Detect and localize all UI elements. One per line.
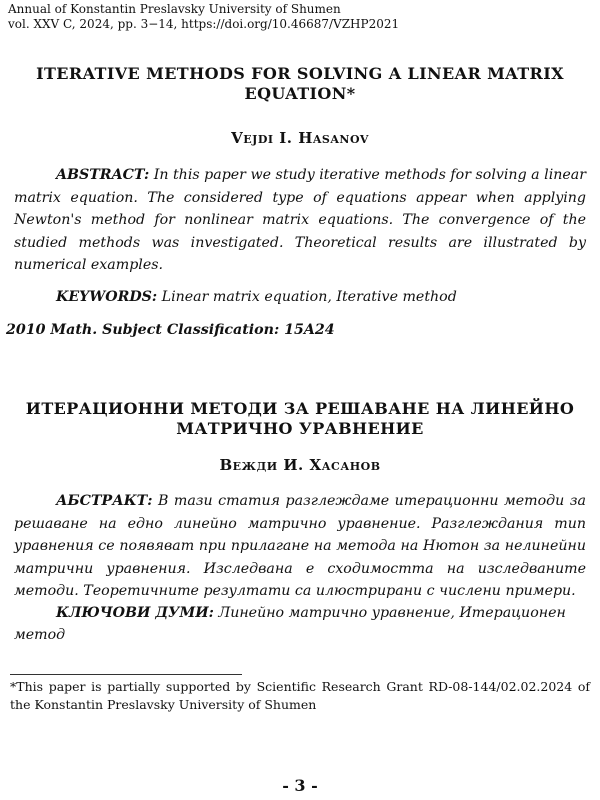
bulgarian-title-line1: ИТЕРАЦИОННИ МЕТОДИ ЗА РЕШАВАНЕ НА ЛИНЕЙНО	[25, 399, 575, 418]
english-abstract	[14, 164, 586, 277]
bulgarian-keywords-text: Линейно матрично уравнение, Итерационен метод	[14, 605, 566, 643]
bulgarian-abstract-label: АБСТРАКТ:	[56, 493, 153, 509]
english-keywords-label: KEYWORDS:	[56, 289, 158, 305]
english-title-line2: EQUATION*	[244, 84, 356, 103]
volume-info: vol. XXV C, 2024, pp. 3−14, https://doi.org/10.46687/VZHP2021	[8, 17, 400, 31]
bulgarian-title-line2: МАТРИЧНО УРАВНЕНИЕ	[176, 419, 424, 438]
bulgarian-abstract	[14, 490, 586, 603]
english-abstract-text: In this paper we study iterative methods for solving a linear matrix equation. The considered type of equations appear when applying Newton's method for nonlinear matrix equations. The convergence of the studied methods was investigated. Theoretical results are illustrated by numerical examples.	[14, 167, 587, 273]
bulgarian-abstract-text: В тази статия разглеждаме итерационни методи за решаване на едно линейно матрично уравнение. Разглеждания тип уравнения се появяват при прилагане на метода на Нютон за нелинейни матрични уравнения. Изследвана е сходимостта на изследваните методи. Теоретичните резултати са илюстрирани с числени примери.	[14, 493, 586, 599]
bulgarian-keywords	[14, 602, 586, 646]
english-title-line1: ITERATIVE METHODS FOR SOLVING A LINEAR MATRIX	[36, 64, 564, 83]
bulgarian-author: Вежди И. Хасанов	[219, 456, 381, 474]
english-abstract-label: ABSTRACT:	[56, 167, 150, 183]
english-title	[0, 64, 600, 104]
journal-name: Annual of Konstantin Preslavsky University of Shumen	[8, 2, 341, 16]
english-author: Vejdi I. Hasanov	[231, 129, 369, 147]
footnote: *This paper is partially supported by Scientific Research Grant RD-08-144/02.02.2024 of the Konstantin Preslavsky University of Shumen	[10, 679, 590, 712]
bulgarian-title	[0, 399, 600, 439]
page-number: - 3 -	[282, 776, 318, 795]
msc-classification: 2010 Math. Subject Classification: 15A24	[6, 322, 335, 338]
bulgarian-keywords-label: КЛЮЧОВИ ДУМИ:	[56, 605, 214, 621]
footnote-separator	[10, 674, 242, 675]
english-keywords-text: Linear matrix equation, Iterative method	[161, 289, 457, 305]
english-keywords	[56, 286, 586, 308]
running-header	[8, 2, 568, 32]
